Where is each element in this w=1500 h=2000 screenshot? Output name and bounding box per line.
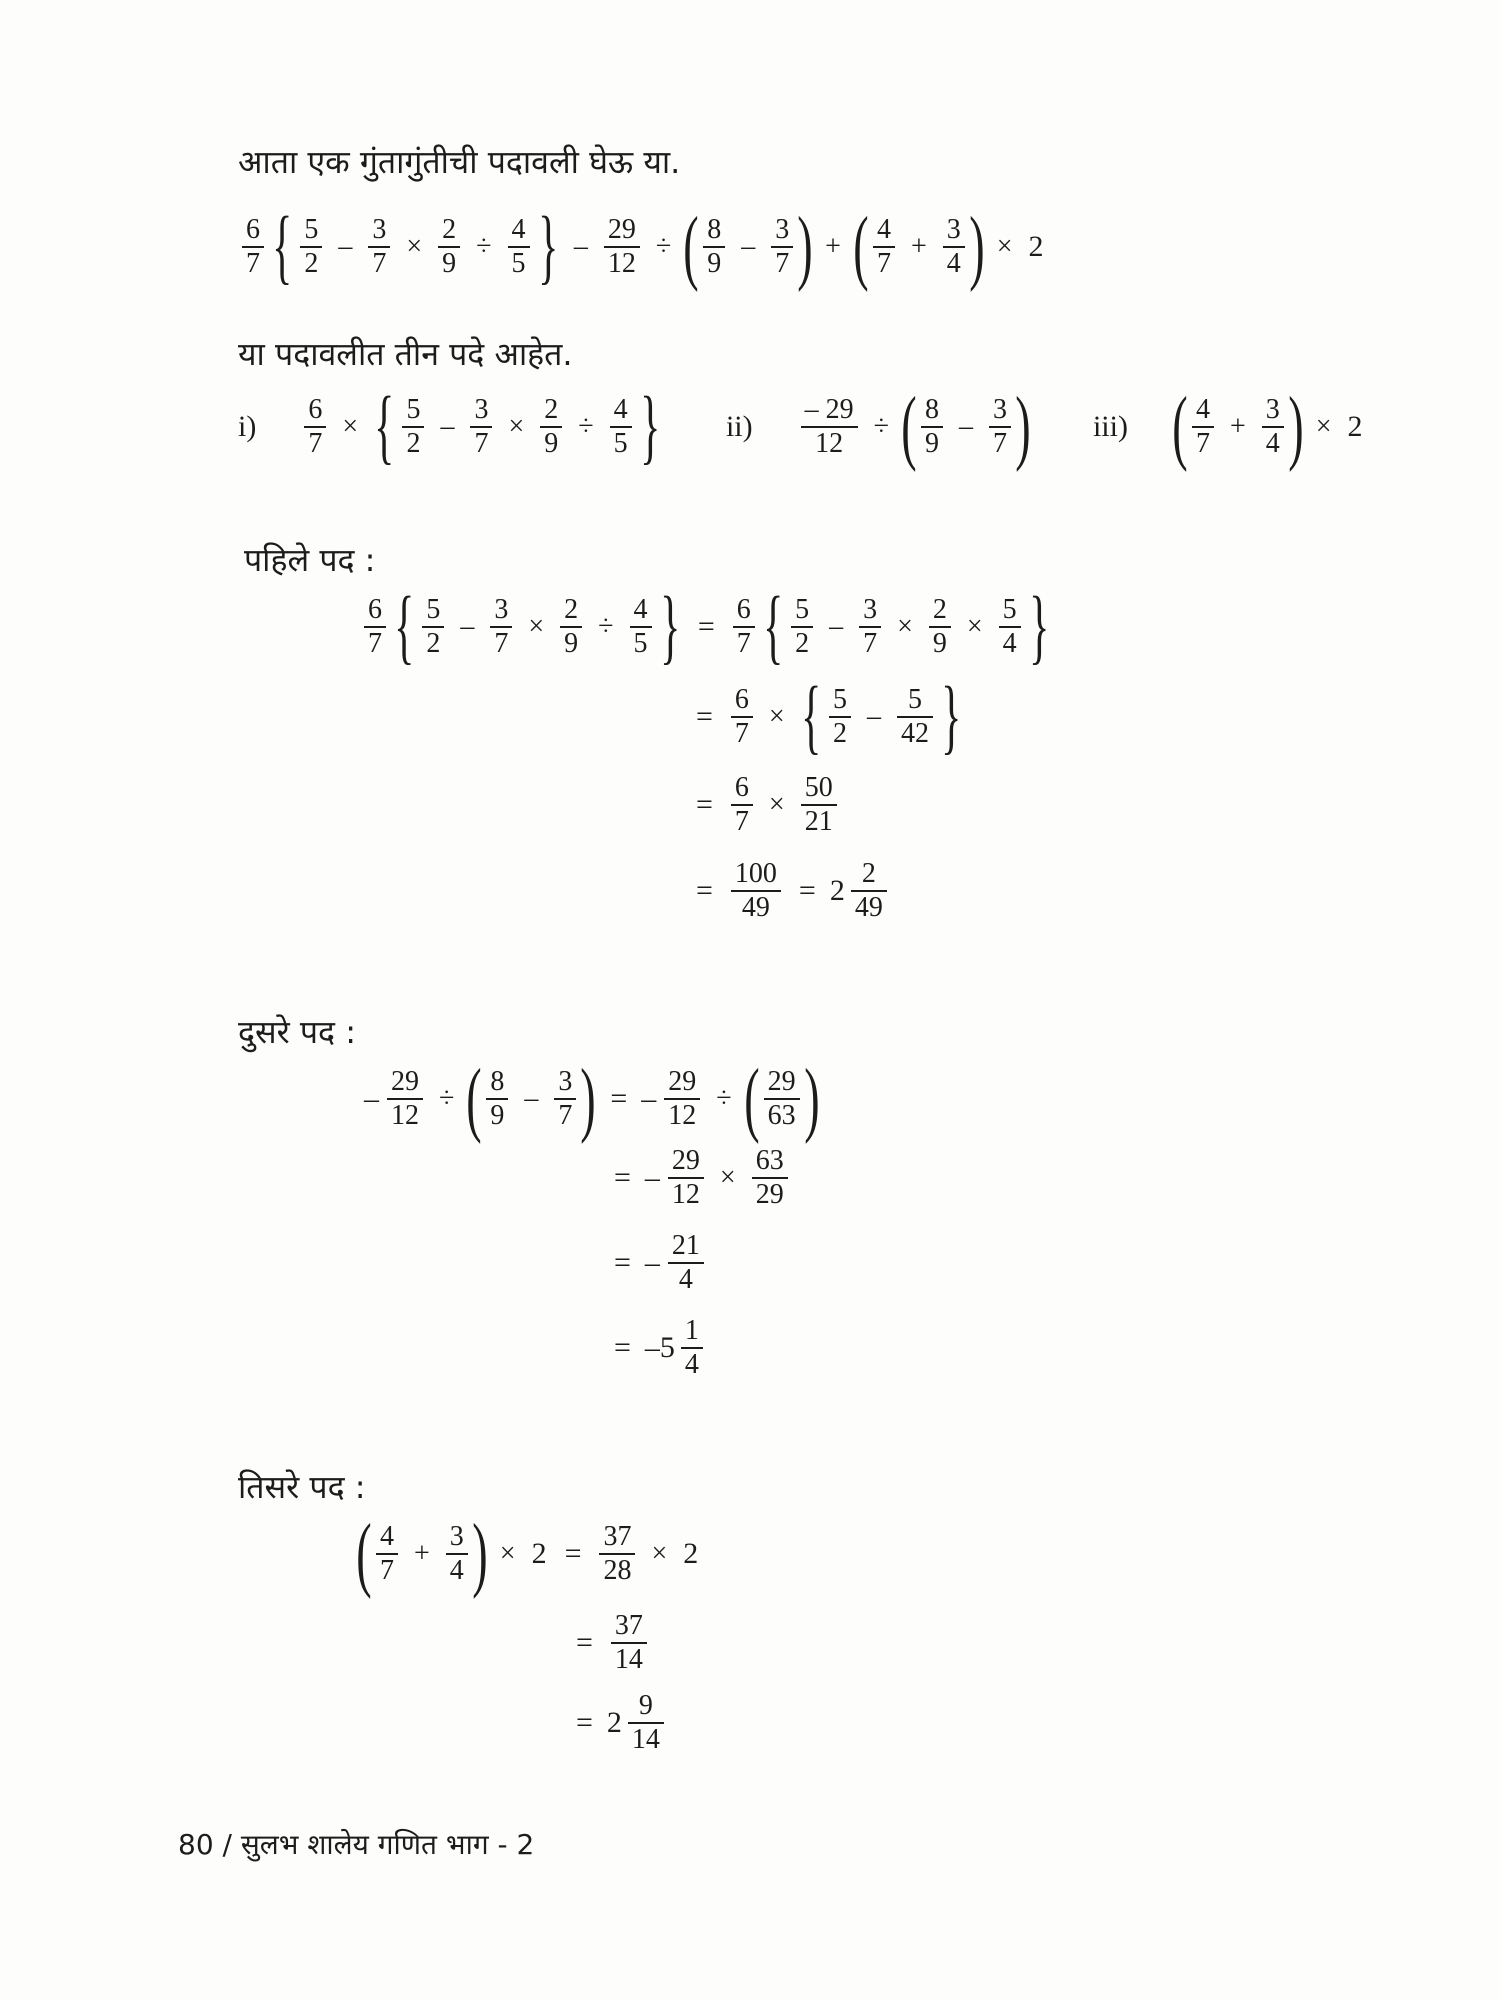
- fraction: $\frac{5}{2}$: [791, 594, 813, 660]
- fraction: $\frac{3}{4}$: [943, 214, 965, 280]
- third-term-step-1: [356, 1507, 702, 1600]
- times-sign: ×: [1315, 411, 1332, 442]
- page-footer: 80 / सुलभ शालेय गणित भाग - 2: [178, 1828, 535, 1861]
- right-paren: ): [969, 200, 985, 293]
- times-sign: ×: [768, 701, 785, 732]
- right-brace: }: [659, 580, 680, 673]
- number: 2: [531, 1537, 547, 1570]
- minus-sign: –: [644, 1246, 660, 1279]
- divide-sign: ÷: [598, 611, 614, 642]
- fraction: $\frac{4}{5}$: [508, 214, 530, 280]
- plus-sign: +: [1229, 411, 1246, 442]
- fraction: $\frac{3}{7}$: [368, 214, 390, 280]
- minus-sign: –: [364, 1082, 379, 1115]
- minus-sign: –: [644, 1161, 660, 1194]
- right-paren: ): [472, 1507, 488, 1600]
- minus-sign: –: [641, 1082, 657, 1115]
- fraction: $\frac{2}{9}$: [560, 594, 582, 660]
- fraction: $\frac{29}{12}$: [387, 1066, 423, 1132]
- right-paren: ): [797, 200, 813, 293]
- fraction: $\frac{6}{7}$: [364, 594, 386, 660]
- left-brace: {: [800, 670, 821, 763]
- divide-sign: ÷: [655, 231, 672, 262]
- left-brace: {: [272, 200, 293, 293]
- number: 2: [1347, 410, 1363, 443]
- plus-sign: +: [910, 231, 927, 262]
- second-term-step-2: [600, 1145, 792, 1211]
- minus-sign: –: [524, 1083, 539, 1114]
- left-paren: (: [853, 200, 869, 293]
- divide-sign: ÷: [716, 1083, 732, 1114]
- label-i: i): [238, 410, 257, 443]
- number: 2: [1028, 230, 1044, 263]
- minus-sign: –: [741, 231, 756, 262]
- fraction: $\frac{2}{49}$: [851, 858, 887, 924]
- times-sign: ×: [966, 611, 983, 642]
- right-brace: }: [537, 200, 558, 293]
- fraction: $\frac{- 29}{12}$: [801, 394, 858, 460]
- terms-list: [238, 380, 1367, 473]
- fraction: $\frac{50}{21}$: [801, 772, 837, 838]
- third-term-step-3: [562, 1690, 668, 1756]
- fraction: $\frac{4}{5}$: [630, 594, 652, 660]
- terms-intro-text: या पदावलीत तीन पदे आहेत.: [238, 335, 573, 373]
- times-sign: ×: [768, 789, 785, 820]
- right-paren: ): [803, 1052, 820, 1145]
- fraction: $\frac{29}{12}$: [668, 1145, 704, 1211]
- times-sign: ×: [528, 611, 545, 642]
- plus-sign: +: [413, 1538, 430, 1569]
- equals-sign: =: [576, 1626, 593, 1659]
- full-expression: [238, 200, 1048, 293]
- equals-sign: =: [696, 700, 713, 733]
- fraction: $\frac{2}{9}$: [540, 394, 562, 460]
- right-paren: ): [1288, 380, 1304, 473]
- left-paren: (: [901, 380, 917, 473]
- divide-sign: ÷: [476, 231, 492, 262]
- times-sign: ×: [651, 1538, 668, 1569]
- right-brace: }: [1028, 580, 1049, 673]
- fraction: $\frac{6}{7}$: [731, 684, 753, 750]
- minus-sign: –: [440, 411, 455, 442]
- fraction: $\frac{6}{7}$: [304, 394, 326, 460]
- third-term-step-2: [562, 1610, 651, 1676]
- fraction: $\frac{3}{7}$: [771, 214, 793, 280]
- fraction: $\frac{3}{4}$: [446, 1521, 468, 1587]
- second-term-step-1: [364, 1052, 820, 1145]
- times-sign: ×: [508, 411, 525, 442]
- mixed-number: 2 $\frac{9}{14}$: [607, 1690, 668, 1756]
- equals-sign: =: [576, 1706, 593, 1739]
- left-paren: (: [683, 200, 699, 293]
- left-paren: (: [466, 1052, 483, 1145]
- fraction: $\frac{37}{14}$: [611, 1610, 647, 1676]
- left-paren: (: [1172, 380, 1188, 473]
- fraction: $\frac{8}{9}$: [486, 1066, 508, 1132]
- fraction: $\frac{29}{12}$: [664, 1066, 700, 1132]
- first-term-step-3: [682, 772, 841, 838]
- fraction: $\frac{29}{63}$: [764, 1066, 800, 1132]
- equals-sign: =: [614, 1331, 631, 1364]
- left-brace: {: [374, 380, 395, 473]
- times-sign: ×: [342, 411, 359, 442]
- left-brace: {: [394, 580, 415, 673]
- right-brace: }: [639, 380, 660, 473]
- minus-sign: –: [573, 231, 588, 262]
- heading-first-term: पहिले पद :: [244, 541, 376, 579]
- fraction: $\frac{1}{4}$: [681, 1315, 703, 1381]
- fraction: $\frac{4}{7}$: [1192, 394, 1214, 460]
- mixed-number: 2 $\frac{2}{49}$: [830, 858, 891, 924]
- fraction: $\frac{2}{9}$: [438, 214, 460, 280]
- fraction: $\frac{8}{9}$: [703, 214, 725, 280]
- right-paren: ): [580, 1052, 597, 1145]
- heading-second-term: दुसरे पद :: [238, 1013, 357, 1051]
- equals-sign: =: [610, 1082, 628, 1115]
- divide-sign: ÷: [578, 411, 594, 442]
- fraction: $\frac{4}{5}$: [610, 394, 632, 460]
- fraction: $\frac{29}{12}$: [604, 214, 640, 280]
- fraction: $\frac{3}{7}$: [490, 594, 512, 660]
- equals-sign: =: [614, 1161, 631, 1194]
- first-term-step-2: [682, 670, 965, 763]
- minus-sign: –: [829, 611, 844, 642]
- minus-sign: –: [460, 611, 475, 642]
- fraction: $\frac{3}{7}$: [859, 594, 881, 660]
- fraction: $\frac{3}{4}$: [1262, 394, 1284, 460]
- first-term-step-1: [360, 580, 1053, 673]
- second-term-step-3: [600, 1230, 708, 1296]
- times-sign: ×: [897, 611, 913, 642]
- plus-sign: +: [825, 231, 841, 262]
- fraction: $\frac{3}{7}$: [554, 1066, 576, 1132]
- heading-third-term: तिसरे पद :: [238, 1468, 366, 1506]
- label-ii: ii): [725, 410, 753, 443]
- fraction: $\frac{5}{2}$: [300, 214, 322, 280]
- left-brace: {: [762, 580, 783, 673]
- intro-text: आता एक गुंतागुंतीची पदावली घेऊ या.: [238, 143, 681, 181]
- fraction: $\frac{5}{4}$: [999, 594, 1021, 660]
- fraction: $\frac{37}{28}$: [599, 1521, 635, 1587]
- minus-sign: –: [867, 701, 882, 732]
- left-paren: (: [743, 1052, 760, 1145]
- times-sign: ×: [996, 231, 1013, 262]
- label-iii: iii): [1092, 410, 1128, 443]
- minus-sign: –: [338, 231, 353, 262]
- first-term-step-4: [682, 858, 891, 924]
- equals-sign: =: [697, 610, 715, 643]
- equals-sign: =: [614, 1246, 631, 1279]
- divide-sign: ÷: [873, 411, 889, 442]
- right-paren: ): [1015, 380, 1031, 473]
- fraction: $\frac{4}{7}$: [873, 214, 895, 280]
- times-sign: ×: [406, 231, 423, 262]
- equals-sign: =: [564, 1537, 582, 1570]
- times-sign: ×: [499, 1538, 516, 1569]
- left-paren: (: [356, 1507, 372, 1600]
- number: 2: [683, 1537, 699, 1570]
- fraction: $\frac{4}{7}$: [376, 1521, 398, 1587]
- fraction: $\frac{6}{7}$: [731, 772, 753, 838]
- fraction: $\frac{8}{9}$: [921, 394, 943, 460]
- fraction: $\frac{3}{7}$: [989, 394, 1011, 460]
- fraction: $\frac{3}{7}$: [470, 394, 492, 460]
- fraction: $\frac{21}{4}$: [668, 1230, 704, 1296]
- fraction: $\frac{100}{49}$: [731, 858, 781, 924]
- equals-sign: =: [696, 874, 713, 907]
- mixed-number: –5 $\frac{1}{4}$: [645, 1315, 707, 1381]
- fraction: $\frac{5}{42}$: [897, 684, 933, 750]
- fraction: $\frac{5}{2}$: [402, 394, 424, 460]
- divide-sign: ÷: [439, 1083, 455, 1114]
- right-brace: }: [941, 670, 962, 763]
- fraction: $\frac{6}{7}$: [242, 214, 264, 280]
- fraction: $\frac{6}{7}$: [733, 594, 755, 660]
- fraction: $\frac{2}{9}$: [929, 594, 951, 660]
- equals-sign: =: [798, 874, 816, 907]
- fraction: $\frac{5}{2}$: [422, 594, 444, 660]
- fraction: $\frac{9}{14}$: [628, 1690, 664, 1756]
- equals-sign: =: [696, 788, 713, 821]
- second-term-step-4: [600, 1315, 707, 1381]
- fraction: $\frac{63}{29}$: [752, 1145, 788, 1211]
- times-sign: ×: [719, 1162, 736, 1193]
- minus-sign: –: [958, 411, 973, 442]
- fraction: $\frac{5}{2}$: [829, 684, 851, 750]
